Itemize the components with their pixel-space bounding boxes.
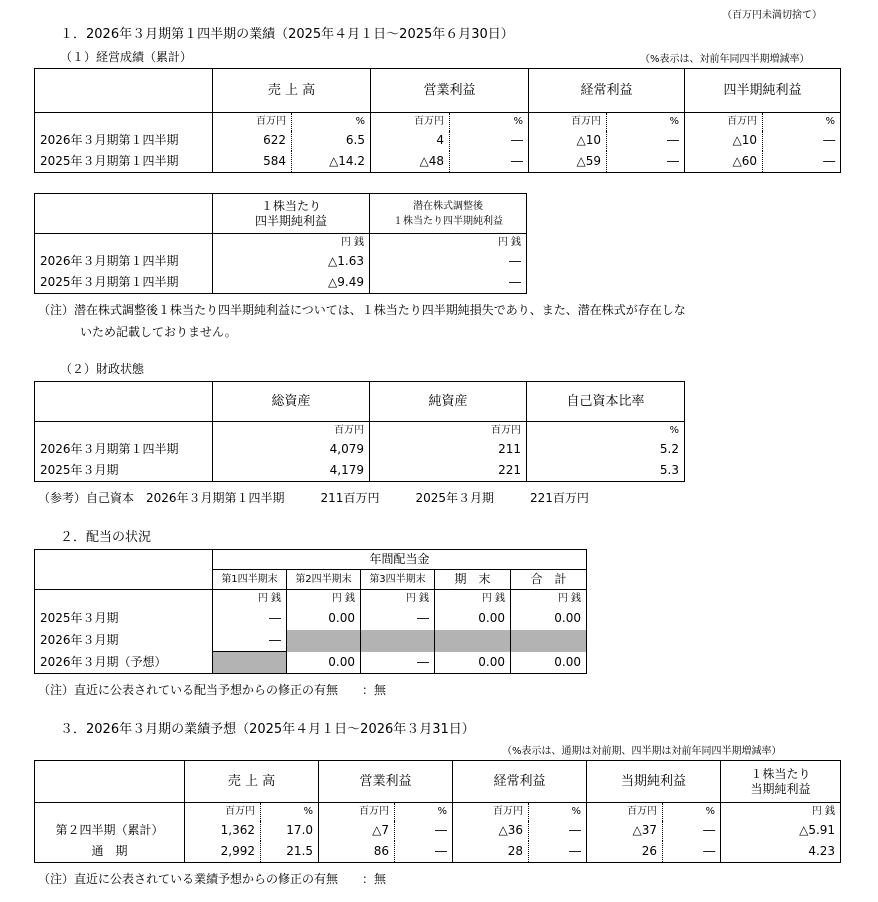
dividend-note: （注）直近に公表されている配当予想からの修正の有無 ：無 (38, 683, 387, 697)
shaded-cell (511, 630, 587, 652)
header-sales: 売 上 高 (213, 69, 371, 113)
value-cell: △1.63 (213, 252, 370, 272)
header-total-assets: 総資産 (213, 382, 370, 422)
unit-cell: 円 銭 (435, 590, 511, 608)
shaded-cell (287, 630, 361, 652)
unit-cell: 百万円 (371, 113, 450, 131)
value-cell: △7 (319, 821, 395, 841)
eps-note-line-1: （注）潜在株式調整後１株当たり四半期純利益については、１株当たり四半期純損失であり、また、潜在株式が存在しな (38, 303, 686, 317)
value-cell: △36 (453, 821, 529, 841)
row-label: 2026年３月期第１四半期 (40, 133, 179, 147)
value-cell: ― (370, 252, 527, 272)
value-cell: ― (763, 131, 841, 151)
section-2-title: ２．配当の状況 (60, 530, 152, 545)
header-q1-end: 第1四半期末 (213, 570, 287, 590)
value-cell: ― (763, 151, 841, 173)
unit-cell: 円 銭 (511, 590, 587, 608)
value-cell: ― (529, 821, 587, 841)
header-ordinary-profit: 経常利益 (529, 69, 685, 113)
value-cell: 6.5 (292, 131, 371, 151)
table-row (35, 151, 841, 173)
financial-position-table (34, 381, 685, 482)
header-net-assets: 純資産 (370, 382, 527, 422)
unit-cell: 百万円 (453, 803, 529, 821)
value-cell: △48 (371, 151, 450, 173)
header-eps: １株当たり 当期純利益 (721, 761, 841, 803)
header-q3-end: 第3四半期末 (361, 570, 435, 590)
unit-cell: 円 銭 (213, 234, 370, 252)
unit-cell: 円 銭 (370, 234, 527, 252)
unit-cell: % (527, 422, 685, 440)
section-1-title: １．2026年３月期第１四半期の業績（2025年４月１日～2025年６月30日） (60, 27, 514, 42)
eps-note-line-2: いため記載しておりません。 (80, 325, 237, 339)
unit-cell: 百万円 (587, 803, 663, 821)
header-q2-end: 第2四半期末 (287, 570, 361, 590)
percent-note: （%表示は、対前年同四半期増減率） (640, 54, 810, 65)
header-equity-ratio: 自己資本比率 (527, 382, 685, 422)
unit-cell: 百万円 (685, 113, 763, 131)
row-label: 第２四半期（累計） (55, 823, 164, 837)
unit-cell: 百万円 (370, 422, 527, 440)
header-operating-profit: 営業利益 (319, 761, 453, 803)
value-cell: ― (361, 652, 435, 674)
section-3-title: ３．2026年３月期の業績予想（2025年４月１日～2026年３月31日） (60, 722, 475, 737)
unit-cell: 円 銭 (361, 590, 435, 608)
value-cell: ― (361, 608, 435, 630)
row-label: 通 期 (91, 843, 128, 858)
value-cell: △60 (685, 151, 763, 173)
shaded-cell (435, 630, 511, 652)
value-cell: 5.3 (527, 460, 685, 482)
forecast-percent-note: （%表示は、通期は対前期、四半期は対前年同四半期増減率） (502, 746, 782, 757)
unit-cell: % (450, 113, 529, 131)
unit-cell: % (663, 803, 721, 821)
value-cell: ― (450, 151, 529, 173)
financial-position-heading: （２）財政状態 (60, 362, 145, 376)
dividend-table (34, 549, 587, 674)
value-cell: 4 (371, 131, 450, 151)
unit-cell: 円 銭 (287, 590, 361, 608)
value-cell: ― (663, 821, 721, 841)
header-net-income: 四半期純利益 (685, 69, 841, 113)
shaded-cell (361, 630, 435, 652)
value-cell: ― (607, 151, 685, 173)
unit-cell: % (607, 113, 685, 131)
value-cell: 0.00 (435, 608, 511, 630)
unit-cell: % (763, 113, 841, 131)
value-cell: 221 (370, 460, 527, 482)
row-label: 2026年３月期第１四半期 (40, 442, 179, 456)
value-cell: ― (370, 272, 527, 294)
value-cell: 0.00 (511, 608, 587, 630)
row-label: 2026年３月期 (40, 633, 119, 647)
value-cell: 0.00 (435, 652, 511, 674)
value-cell: △10 (685, 131, 763, 151)
table-row (35, 460, 685, 482)
shaded-cell (213, 652, 287, 674)
unit-cell: % (529, 803, 587, 821)
value-cell: △59 (529, 151, 607, 173)
value-cell: 28 (453, 841, 529, 863)
operating-results-heading: （１）経営成績（累計） (60, 50, 193, 64)
equity-reference: （参考）自己資本 2026年３月期第１四半期 211百万円 2025年３月期 221百万円 (38, 491, 589, 505)
unit-cell: % (261, 803, 319, 821)
value-cell: 0.00 (287, 608, 361, 630)
value-cell: △37 (587, 821, 663, 841)
header-total: 合 計 (511, 570, 587, 590)
value-cell: ― (395, 841, 453, 863)
table-row (35, 252, 527, 272)
header-year-end: 期 末 (435, 570, 511, 590)
row-label: 2025年３月期 (40, 462, 119, 477)
unit-cell: 百万円 (319, 803, 395, 821)
header-diluted-eps: 潜在株式調整後 １株当たり四半期純利益 (370, 194, 527, 234)
header-eps: １株当たり 四半期純利益 (213, 194, 370, 234)
value-cell: 4,179 (213, 460, 370, 482)
value-cell: ― (213, 630, 287, 652)
unit-cell: 円 銭 (213, 590, 287, 608)
value-cell: 2,992 (185, 841, 261, 863)
unit-note: （百万円未満切捨て） (722, 10, 822, 21)
value-cell: 211 (370, 440, 527, 460)
header-blank (35, 69, 213, 113)
value-cell: ― (529, 841, 587, 863)
row-label: 2025年３月期 (40, 611, 119, 625)
eps-table (34, 193, 527, 294)
value-cell: △14.2 (292, 151, 371, 173)
value-cell: 0.00 (511, 652, 587, 674)
row-label: 2025年３月期第１四半期 (40, 274, 179, 289)
row-label: 2026年３月期第１四半期 (40, 254, 179, 268)
unit-cell: 百万円 (185, 803, 261, 821)
value-cell: ― (450, 131, 529, 151)
value-cell: ― (213, 608, 287, 630)
table-row (35, 272, 527, 294)
value-cell: 4.23 (721, 841, 841, 863)
table-row (35, 608, 587, 630)
unit-cell: % (292, 113, 371, 131)
value-cell: △9.49 (213, 272, 370, 294)
value-cell: 584 (213, 151, 292, 173)
forecast-note: （注）直近に公表されている業績予想からの修正の有無 ：無 (38, 872, 387, 886)
value-cell: ― (663, 841, 721, 863)
value-cell: 21.5 (261, 841, 319, 863)
header-net-income: 当期純利益 (587, 761, 721, 803)
value-cell: 0.00 (287, 652, 361, 674)
value-cell: 4,079 (213, 440, 370, 460)
table-row (35, 821, 841, 841)
unit-cell: 円 銭 (721, 803, 841, 821)
header-annual-dividend: 年間配当金 (213, 550, 587, 570)
value-cell: ― (395, 821, 453, 841)
value-cell: 17.0 (261, 821, 319, 841)
value-cell: 622 (213, 131, 292, 151)
value-cell: 86 (319, 841, 395, 863)
header-sales: 売 上 高 (185, 761, 319, 803)
table-row (35, 652, 587, 674)
operating-results-table (34, 68, 841, 173)
table-row (35, 131, 841, 151)
value-cell: 1,362 (185, 821, 261, 841)
value-cell: △5.91 (721, 821, 841, 841)
table-row (35, 841, 841, 863)
header-operating-profit: 営業利益 (371, 69, 529, 113)
header-ordinary-profit: 経常利益 (453, 761, 587, 803)
value-cell: 5.2 (527, 440, 685, 460)
row-label: 2025年３月期第１四半期 (40, 153, 179, 168)
table-row (35, 440, 685, 460)
value-cell: △10 (529, 131, 607, 151)
unit-cell: % (395, 803, 453, 821)
value-cell: 26 (587, 841, 663, 863)
unit-cell: 百万円 (213, 422, 370, 440)
table-row (35, 630, 587, 652)
value-cell: ― (607, 131, 685, 151)
unit-cell: 百万円 (529, 113, 607, 131)
unit-cell: 百万円 (213, 113, 292, 131)
row-label: 2026年３月期（予想） (40, 654, 167, 669)
forecast-table (34, 760, 841, 863)
